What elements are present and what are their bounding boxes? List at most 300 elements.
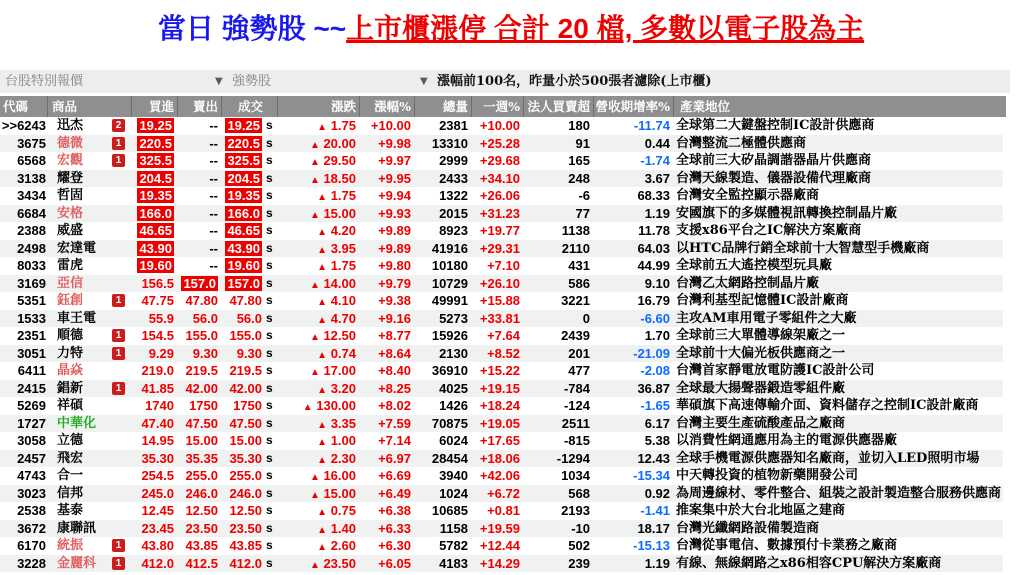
- total-volume: 5273: [439, 310, 468, 326]
- margin-level-badge: 1: [112, 329, 125, 342]
- deal-price: 15.00: [229, 433, 262, 448]
- ask-price: --: [209, 240, 218, 256]
- table-row[interactable]: [0, 485, 1003, 503]
- col-header-week-pct[interactable]: 一週%: [472, 96, 524, 117]
- change-pct: +6.49: [378, 485, 411, 501]
- deal-suffix: s: [266, 153, 273, 167]
- institutional-net: 165: [568, 153, 590, 168]
- col-header-industry[interactable]: 產業地位: [680, 99, 731, 114]
- bid-price: 412.0: [141, 555, 174, 571]
- institutional-net: 1034: [561, 468, 590, 483]
- table-row[interactable]: [0, 117, 1003, 135]
- price-change: ▲ 1.00: [317, 433, 356, 448]
- change-pct: +6.33: [378, 520, 411, 536]
- revenue-growth: -6.60: [640, 310, 670, 326]
- price-change: ▲ 2.60: [317, 538, 356, 553]
- institutional-net: 248: [568, 170, 590, 186]
- stock-name: 迅杰: [57, 118, 84, 133]
- margin-badge: [112, 467, 132, 485]
- table-row[interactable]: [0, 240, 1003, 258]
- stock-code: 6684: [17, 205, 46, 221]
- institutional-net: 2193: [561, 503, 590, 518]
- stock-code: 3138: [17, 170, 46, 186]
- table-row[interactable]: [0, 187, 1003, 205]
- bid-price: 245.0: [141, 485, 174, 501]
- up-triangle-icon: ▲: [317, 524, 328, 536]
- week-pct: +18.06: [479, 450, 520, 466]
- institutional-net: 431: [568, 258, 590, 273]
- bid-price: 19.60: [139, 258, 172, 273]
- deal-price: 204.5: [227, 170, 260, 186]
- deal-price: 19.60: [227, 258, 260, 273]
- deal-suffix: s: [266, 240, 273, 255]
- deal-suffix: s: [266, 398, 273, 412]
- deal-price: 19.35: [227, 188, 260, 203]
- price-change: ▲ 3.35: [317, 415, 356, 431]
- total-volume: 15926: [431, 328, 468, 343]
- industry-description: 中天轉投資的植物新藥開發公司: [676, 468, 859, 483]
- price-change: ▲ 1.75: [317, 258, 356, 273]
- total-volume: 2433: [439, 170, 468, 186]
- table-row[interactable]: [0, 257, 1003, 275]
- deal-price: 246.0: [229, 485, 262, 501]
- price-change: ▲ 2.30: [317, 450, 356, 466]
- source-dropdown[interactable]: 台股特別報價: [5, 74, 84, 89]
- stock-code: >>6243: [1, 118, 46, 133]
- ask-price: --: [209, 118, 218, 133]
- stock-name: 力特: [57, 345, 84, 361]
- margin-badge: [112, 380, 132, 398]
- table-row[interactable]: [0, 415, 1003, 433]
- total-volume: 6024: [439, 433, 468, 448]
- industry-description: 為周邊線材、零件整合、組裝之設計製造整合服務供應商: [676, 485, 1002, 501]
- revenue-growth: 11.78: [638, 223, 670, 238]
- deal-price: 42.00: [229, 380, 262, 396]
- total-volume: 13310: [431, 135, 468, 151]
- institutional-net: 239: [568, 555, 590, 571]
- price-change: ▲ 4.70: [317, 310, 356, 326]
- margin-badge: [112, 117, 132, 135]
- ask-price: 155.0: [185, 328, 218, 343]
- deal-suffix: s: [266, 258, 273, 272]
- week-pct: +19.77: [479, 223, 520, 238]
- change-pct: +9.89: [378, 240, 411, 256]
- institutional-net: 2110: [561, 240, 590, 256]
- institutional-net: 77: [575, 205, 590, 221]
- page-title-red: 上市櫃漲停 合計 20 檔, 多數以電子股為主: [346, 13, 865, 44]
- table-row[interactable]: [0, 170, 1003, 188]
- table-row[interactable]: [0, 520, 1003, 538]
- margin-badge: [112, 240, 132, 258]
- strategy-dropdown[interactable]: 強勢股: [232, 74, 272, 89]
- revenue-growth: 18.17: [637, 520, 670, 536]
- ask-price: 42.00: [185, 380, 218, 396]
- industry-description: 台灣整流二極體供應商: [676, 135, 807, 151]
- bid-price: 46.65: [139, 223, 172, 238]
- table-row[interactable]: [0, 135, 1003, 153]
- price-change: ▲ 20.00: [309, 135, 356, 151]
- deal-suffix: s: [266, 555, 273, 570]
- price-change: ▲ 17.00: [309, 363, 356, 378]
- week-pct: +29.31: [479, 240, 520, 256]
- revenue-growth: 1.70: [644, 328, 670, 343]
- deal-price: 46.65: [227, 223, 260, 238]
- deal-suffix: s: [266, 363, 273, 377]
- industry-description: 全球前三大矽晶調諧器晶片供應商: [676, 153, 872, 168]
- change-pct: +9.93: [378, 205, 411, 221]
- week-pct: +26.06: [479, 188, 520, 203]
- up-triangle-icon: ▲: [317, 542, 328, 553]
- revenue-growth: 16.79: [637, 293, 670, 308]
- institutional-net: -124: [563, 398, 590, 413]
- stock-name: 信邦: [57, 485, 84, 501]
- ask-price: 56.0: [192, 310, 218, 326]
- ask-price: --: [209, 170, 218, 186]
- margin-badge: [112, 555, 132, 573]
- deal-price: 23.50: [229, 520, 262, 536]
- up-triangle-icon: ▲: [309, 174, 320, 186]
- bid-price: 219.0: [141, 363, 174, 378]
- up-triangle-icon: ▲: [317, 297, 328, 308]
- bid-price: 14.95: [141, 433, 174, 448]
- table-row[interactable]: [0, 345, 1003, 363]
- up-triangle-icon: ▲: [317, 192, 328, 203]
- chevron-down-icon[interactable]: ▼: [215, 76, 223, 87]
- stock-name: 立德: [57, 433, 84, 448]
- margin-badge: [112, 310, 132, 328]
- industry-description: 支援x86平台之IC解決方案廠商: [676, 223, 862, 238]
- revenue-growth: -2.08: [640, 363, 670, 378]
- price-change: ▲ 4.20: [317, 223, 356, 238]
- deal-suffix: s: [266, 223, 273, 237]
- price-change: ▲ 29.50: [309, 153, 356, 168]
- margin-level-badge: 1: [112, 382, 125, 395]
- total-volume: 2381: [439, 118, 468, 133]
- table-row[interactable]: [0, 555, 1003, 573]
- stock-code: 2457: [17, 450, 46, 466]
- table-row[interactable]: [0, 310, 1003, 328]
- stock-code: 1727: [17, 415, 46, 431]
- stock-name: 德微: [57, 135, 84, 151]
- ask-price: 15.00: [185, 433, 218, 448]
- deal-price: 43.90: [227, 240, 260, 256]
- page-title-blue: 當日 強勢股 ~~: [157, 13, 347, 44]
- price-change: ▲ 18.50: [309, 170, 356, 186]
- up-triangle-icon: ▲: [317, 437, 328, 448]
- week-pct: +19.59: [479, 520, 520, 536]
- stock-code: 2498: [17, 240, 46, 256]
- deal-price: 12.50: [229, 503, 262, 518]
- deal-suffix: s: [266, 415, 273, 430]
- up-triangle-icon: ▲: [302, 402, 313, 413]
- price-change: ▲ 1.75: [317, 118, 356, 133]
- change-pct: +9.97: [378, 153, 411, 168]
- up-triangle-icon: ▲: [317, 244, 328, 256]
- week-pct: +14.29: [479, 555, 520, 571]
- change-pct: +9.80: [378, 258, 411, 273]
- up-triangle-icon: ▲: [317, 262, 328, 273]
- col-header-bid[interactable]: 買進: [132, 96, 178, 117]
- margin-badge: [112, 327, 132, 345]
- margin-badge: [112, 222, 132, 240]
- industry-description: 主攻AM車用電子零組件之大廠: [676, 310, 857, 326]
- deal-price: 255.0: [229, 468, 262, 483]
- col-header-code[interactable]: 代碼: [0, 96, 48, 117]
- week-pct: +7.10: [487, 258, 520, 273]
- week-pct: +18.24: [479, 398, 520, 413]
- col-header-rev-growth[interactable]: 營收期增率%: [594, 96, 674, 117]
- institutional-net: -10: [571, 520, 590, 536]
- stock-name: 順德: [57, 328, 84, 343]
- table-row[interactable]: [0, 222, 1003, 240]
- deal-price: 9.30: [236, 345, 262, 361]
- week-pct: +34.10: [479, 170, 520, 186]
- stock-name: 統振: [57, 538, 84, 553]
- deal-suffix: s: [266, 345, 273, 360]
- price-change: ▲ 15.00: [309, 205, 356, 221]
- col-header-change[interactable]: 漲跌: [278, 96, 360, 117]
- stock-name: 錩新: [57, 380, 84, 396]
- up-triangle-icon: ▲: [317, 419, 328, 431]
- week-pct: +6.72: [487, 485, 520, 501]
- deal-price: 155.0: [229, 328, 262, 343]
- stock-name: 亞信: [57, 275, 84, 291]
- bid-price: 9.29: [148, 345, 174, 361]
- industry-description: 台灣乙太網路控制晶片廠: [676, 275, 820, 291]
- margin-badge: [112, 345, 132, 363]
- deal-price: 1750: [233, 398, 262, 413]
- total-volume: 4025: [439, 380, 468, 396]
- bid-price: 47.75: [141, 293, 174, 308]
- margin-badge: [112, 135, 132, 153]
- table-row[interactable]: [0, 292, 1003, 310]
- change-pct: +6.38: [378, 503, 411, 518]
- filter-description: 漲幅前100名，昨量小於500張者濾除(上市櫃): [437, 74, 712, 89]
- table-row[interactable]: [0, 537, 1003, 555]
- ask-price: 412.5: [185, 555, 218, 571]
- total-volume: 41916: [431, 240, 468, 256]
- industry-description: 台灣光纖網路設備製造商: [676, 520, 820, 536]
- margin-badge: [112, 275, 132, 293]
- total-volume: 2130: [439, 345, 468, 361]
- change-pct: +9.95: [378, 170, 411, 186]
- industry-description: 台灣主要生產硫酸產品之廠商: [676, 415, 846, 431]
- table-row[interactable]: [0, 467, 1003, 485]
- price-change: ▲ 15.00: [309, 485, 356, 501]
- up-triangle-icon: ▲: [309, 157, 320, 168]
- institutional-net: 2439: [561, 328, 590, 343]
- margin-badge: [112, 415, 132, 433]
- industry-description: 全球前三大單體導線架廠之一: [676, 328, 846, 343]
- week-pct: +19.15: [479, 380, 520, 396]
- ask-price: 35.35: [185, 450, 218, 466]
- institutional-net: 586: [568, 275, 590, 291]
- revenue-growth: 68.33: [637, 188, 670, 203]
- margin-badge: [112, 187, 132, 205]
- stock-name: 耀登: [57, 170, 84, 186]
- institutional-net: 2511: [561, 415, 590, 431]
- week-pct: +42.06: [479, 468, 520, 483]
- revenue-growth: -1.65: [640, 398, 670, 413]
- deal-suffix: s: [266, 205, 273, 220]
- up-triangle-icon: ▲: [317, 349, 328, 361]
- change-pct: +9.38: [378, 293, 411, 308]
- stock-name: 中華化: [57, 415, 97, 431]
- table-row[interactable]: [0, 327, 1003, 345]
- stock-code: 5269: [17, 398, 46, 413]
- ask-price: --: [209, 205, 218, 221]
- stock-code: 2351: [17, 328, 46, 343]
- institutional-net: 1138: [561, 223, 590, 238]
- bid-price: 12.45: [141, 503, 174, 518]
- table-row[interactable]: [0, 275, 1003, 293]
- total-volume: 3940: [439, 468, 468, 483]
- stock-code: 6568: [17, 153, 46, 168]
- col-header-volume[interactable]: 總量: [415, 96, 472, 117]
- bid-price: 35.30: [141, 450, 174, 466]
- bid-price: 204.5: [139, 170, 172, 186]
- institutional-net: -784: [563, 380, 590, 396]
- table-row[interactable]: [0, 450, 1003, 468]
- up-triangle-icon: ▲: [317, 314, 328, 326]
- ask-price: --: [209, 223, 218, 238]
- ask-price: --: [209, 258, 218, 273]
- up-triangle-icon: ▲: [309, 209, 320, 221]
- col-header-inst-net[interactable]: 法人買賣超: [524, 96, 594, 117]
- total-volume: 10729: [431, 275, 468, 291]
- margin-badge: [112, 292, 132, 310]
- margin-level-badge: 1: [112, 539, 125, 552]
- ask-price: 23.50: [185, 520, 218, 536]
- total-volume: 10685: [431, 503, 468, 518]
- ask-price: --: [209, 153, 218, 168]
- change-pct: +7.59: [378, 415, 411, 431]
- week-pct: +15.22: [479, 363, 520, 378]
- up-triangle-icon: ▲: [309, 472, 320, 483]
- stock-name: 宏觀: [57, 153, 84, 168]
- institutional-net: 91: [575, 135, 590, 151]
- col-header-suffix-spacer: [266, 96, 278, 117]
- deal-suffix: s: [266, 135, 273, 150]
- table-row[interactable]: [0, 205, 1003, 223]
- up-triangle-icon: ▲: [317, 507, 328, 518]
- institutional-net: -1294: [556, 450, 590, 466]
- col-header-deal[interactable]: 成交: [237, 99, 263, 114]
- table-row[interactable]: [0, 362, 1003, 380]
- price-change: ▲ 4.10: [317, 293, 356, 308]
- price-change: ▲ 23.50: [309, 555, 356, 571]
- table-row[interactable]: [0, 397, 1003, 415]
- table-row[interactable]: [0, 502, 1003, 520]
- margin-badge: [112, 205, 132, 223]
- col-header-change-pct[interactable]: 漲幅%: [360, 96, 415, 117]
- margin-level-badge: 1: [112, 154, 125, 167]
- col-header-badge-spacer: [112, 96, 132, 117]
- price-change: ▲ 0.74: [317, 345, 356, 361]
- bid-price: 220.5: [139, 135, 172, 151]
- deal-price: 220.5: [227, 135, 260, 151]
- page-title: [0, 7, 1022, 47]
- stock-code: 4743: [17, 468, 46, 483]
- revenue-growth: 1.19: [644, 555, 670, 571]
- change-pct: +6.97: [378, 450, 411, 466]
- ask-price: 255.0: [185, 468, 218, 483]
- revenue-growth: 6.17: [644, 415, 670, 431]
- week-pct: +33.81: [479, 310, 520, 326]
- stock-name: 宏達電: [57, 240, 97, 256]
- stock-code: 2388: [17, 223, 46, 238]
- chevron-down-icon[interactable]: ▼: [420, 76, 428, 87]
- deal-suffix: s: [266, 170, 273, 185]
- ask-price: 47.50: [185, 415, 218, 431]
- stock-code: 3058: [17, 433, 46, 448]
- total-volume: 1024: [439, 485, 468, 501]
- change-pct: +6.30: [378, 538, 411, 553]
- margin-badge: [112, 432, 132, 450]
- ask-price: 12.50: [185, 503, 218, 518]
- industry-description: 安國旗下的多媒體視訊轉換控制晶片廠: [676, 205, 898, 221]
- deal-suffix: s: [266, 188, 273, 202]
- stock-code: 8033: [17, 258, 46, 273]
- up-triangle-icon: ▲: [317, 454, 328, 466]
- bid-price: 43.80: [141, 538, 174, 553]
- margin-level-badge: 1: [112, 137, 125, 150]
- col-header-ask[interactable]: 賣出: [178, 96, 222, 117]
- deal-suffix: s: [266, 380, 273, 395]
- table-row[interactable]: [0, 432, 1003, 450]
- industry-description: 全球前五大遙控模型玩具廠: [676, 258, 833, 273]
- change-pct: +8.77: [378, 328, 411, 343]
- bid-price: 325.5: [139, 153, 172, 168]
- price-change: ▲ 1.40: [317, 520, 356, 536]
- deal-suffix: s: [266, 503, 273, 517]
- change-pct: +9.79: [378, 275, 411, 291]
- table-row[interactable]: [0, 380, 1003, 398]
- price-change: ▲ 130.00: [302, 398, 356, 413]
- deal-suffix: s: [266, 275, 273, 290]
- margin-badge: [112, 537, 132, 555]
- total-volume: 2015: [439, 205, 468, 221]
- change-pct: +9.16: [378, 310, 411, 326]
- week-pct: +0.81: [487, 503, 520, 518]
- stock-code: 3169: [17, 275, 46, 291]
- deal-price: 166.0: [227, 205, 260, 221]
- bid-price: 19.25: [139, 118, 172, 133]
- change-pct: +8.64: [378, 345, 411, 361]
- institutional-net: 502: [568, 538, 590, 553]
- bid-price: 19.35: [139, 188, 172, 203]
- revenue-growth: -21.09: [633, 345, 670, 361]
- revenue-growth: -1.41: [640, 503, 670, 518]
- deal-price: 35.30: [229, 450, 262, 466]
- week-pct: +12.44: [479, 538, 520, 553]
- price-change: ▲ 3.95: [317, 240, 356, 256]
- col-header-name[interactable]: 商品: [52, 99, 78, 114]
- change-pct: +10.00: [370, 118, 411, 133]
- ask-price: 246.0: [185, 485, 218, 501]
- stock-code: 3051: [17, 345, 46, 361]
- price-change: ▲ 16.00: [309, 468, 356, 483]
- stock-code: 3023: [17, 485, 46, 501]
- change-pct: +9.98: [378, 135, 411, 151]
- revenue-growth: -15.13: [633, 538, 670, 553]
- stock-table-body: [0, 117, 1003, 572]
- table-row[interactable]: [0, 152, 1003, 170]
- week-pct: +26.10: [479, 275, 520, 291]
- margin-level-badge: 1: [112, 294, 125, 307]
- change-pct: +9.89: [378, 223, 411, 238]
- deal-suffix: s: [266, 328, 273, 342]
